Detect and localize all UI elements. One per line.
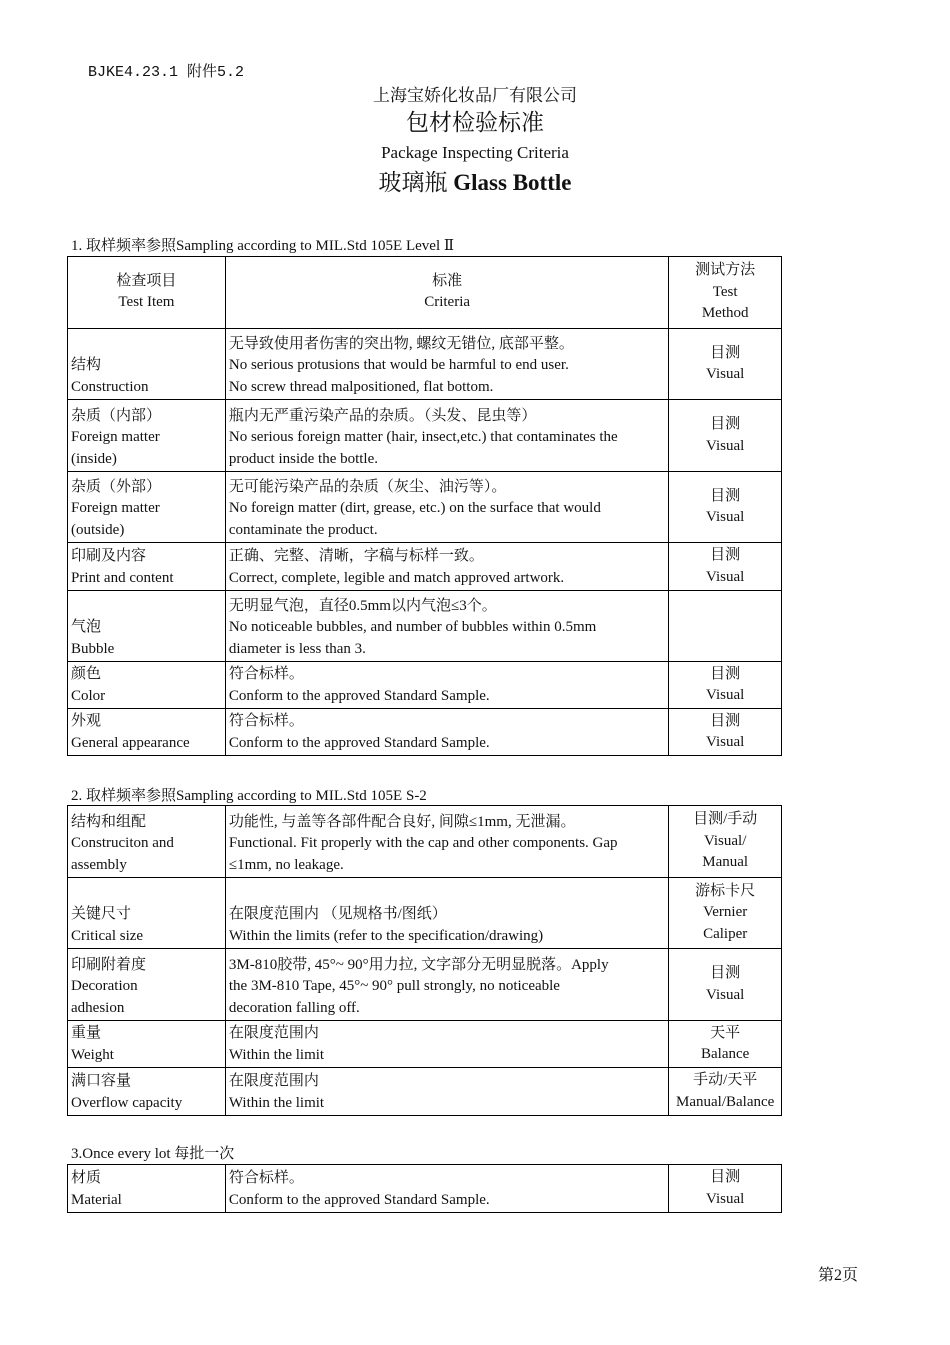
criteria-text: No serious foreign matter (hair, insect,etc.) that contaminates the bbox=[228, 429, 618, 445]
criteria-text: diameter is less than 3. bbox=[228, 640, 366, 657]
criteria-text: No serious protusions that would be harmful to end user. bbox=[228, 357, 569, 373]
header-test-item bbox=[68, 257, 226, 329]
item-label: Color bbox=[71, 687, 106, 704]
item-label: 结构和组配 bbox=[71, 813, 147, 830]
method-text: 目测 bbox=[710, 487, 741, 504]
header-label: Test bbox=[712, 283, 738, 300]
criteria-text: Conform to the approved Standard Sample. bbox=[228, 1191, 490, 1208]
item-label: 外观 bbox=[71, 713, 102, 729]
item-cell bbox=[68, 806, 226, 878]
page-title-cn: 包材检验标准 bbox=[406, 110, 544, 135]
header-label: 测试方法 bbox=[695, 262, 756, 279]
page-title-en: Package Inspecting Criteria bbox=[381, 143, 569, 162]
criteria-text: decoration falling off. bbox=[228, 999, 360, 1016]
criteria-text: No screw thread malpositioned, flat bottom. bbox=[228, 378, 494, 395]
item-label: (inside) bbox=[71, 450, 117, 467]
criteria-text: contaminate the product. bbox=[228, 521, 378, 538]
method-text: 目测 bbox=[710, 665, 741, 682]
item-label: 材质 bbox=[71, 1170, 102, 1186]
criteria-text: Within the limit bbox=[228, 1046, 325, 1063]
method-text: Visual bbox=[706, 437, 745, 454]
item-label: Foreign matter bbox=[71, 429, 160, 445]
criteria-cell bbox=[225, 949, 668, 1021]
criteria-cell bbox=[225, 472, 668, 543]
method-cell bbox=[669, 591, 782, 662]
criteria-text: 符合标样。 bbox=[228, 666, 304, 682]
method-cell bbox=[669, 949, 782, 1021]
company-name: 上海宝娇化妆品厂有限公司 bbox=[373, 86, 577, 105]
method-cell bbox=[669, 709, 782, 756]
method-text: Visual bbox=[706, 1190, 745, 1207]
criteria-cell bbox=[225, 878, 668, 949]
table-row bbox=[68, 806, 782, 878]
item-cell bbox=[68, 878, 226, 949]
header-criteria bbox=[225, 257, 668, 329]
item-label: Foreign matter bbox=[71, 500, 160, 516]
item-cell bbox=[68, 543, 226, 591]
criteria-cell bbox=[225, 709, 668, 756]
method-text: Visual bbox=[706, 687, 745, 703]
item-label: Material bbox=[71, 1191, 122, 1208]
item-label: 印刷附着度 bbox=[71, 956, 147, 973]
method-cell bbox=[669, 806, 782, 878]
item-label: 气泡 bbox=[71, 619, 102, 635]
item-cell bbox=[68, 949, 226, 1021]
criteria-text: 在限度范围内 （见规格书/图纸） bbox=[228, 906, 447, 922]
criteria-text: ≤1mm, no leakage. bbox=[228, 856, 344, 873]
criteria-text: the 3M-810 Tape, 45°~ 90° pull strongly, no noticeable bbox=[228, 978, 560, 994]
method-cell bbox=[669, 543, 782, 591]
item-cell bbox=[68, 1165, 226, 1213]
criteria-text: No noticeable bubbles, and number of bubbles within 0.5mm bbox=[228, 619, 597, 635]
criteria-cell bbox=[225, 329, 668, 400]
page-number: 第2页 bbox=[818, 1267, 859, 1284]
method-text: 手动/天平 bbox=[693, 1072, 758, 1088]
criteria-cell bbox=[225, 591, 668, 662]
method-text: Visual/ bbox=[703, 832, 747, 849]
item-label: 重量 bbox=[71, 1025, 102, 1041]
method-text: 目测 bbox=[710, 344, 741, 361]
item-cell bbox=[68, 472, 226, 543]
criteria-text: Within the limits (refer to the specification/drawing) bbox=[228, 927, 544, 944]
table-row bbox=[68, 591, 782, 662]
criteria-text: 正确、完整、清晰，字稿与标样一致。 bbox=[228, 548, 484, 564]
method-cell bbox=[669, 472, 782, 543]
table-row bbox=[68, 543, 782, 591]
item-cell bbox=[68, 1068, 226, 1116]
section3-title: 3.Once every lot 每批一次 bbox=[71, 1146, 235, 1162]
method-text: 目测 bbox=[710, 416, 741, 432]
method-text: Vernier bbox=[703, 904, 748, 921]
item-cell bbox=[68, 329, 226, 400]
table-row bbox=[68, 400, 782, 472]
method-text: Visual bbox=[706, 366, 745, 382]
item-cell bbox=[68, 1021, 226, 1068]
method-cell bbox=[669, 400, 782, 472]
method-text: Caliper bbox=[703, 925, 748, 942]
method-cell bbox=[669, 1068, 782, 1116]
table-header-row bbox=[68, 257, 782, 329]
table-row bbox=[68, 878, 782, 949]
method-text: Visual bbox=[706, 986, 745, 1003]
item-cell bbox=[68, 591, 226, 662]
item-label: 满口容量 bbox=[71, 1073, 132, 1089]
method-text: 游标卡尺 bbox=[695, 882, 756, 899]
criteria-cell bbox=[225, 1068, 668, 1116]
item-label: Bubble bbox=[71, 640, 115, 657]
criteria-cell bbox=[225, 806, 668, 878]
criteria-cell bbox=[225, 1021, 668, 1068]
item-label: Overflow capacity bbox=[71, 1094, 183, 1111]
header-test-method bbox=[669, 257, 782, 329]
criteria-cell bbox=[225, 662, 668, 709]
item-label: (outside) bbox=[71, 521, 125, 538]
criteria-text: Functional. Fit properly with the cap and other components. Gap bbox=[228, 835, 618, 851]
criteria-text: 符合标样。 bbox=[228, 1170, 304, 1186]
section2-table bbox=[67, 805, 782, 1116]
method-text: 目测 bbox=[710, 712, 741, 729]
section1-table bbox=[67, 256, 782, 756]
criteria-cell bbox=[225, 543, 668, 591]
header-label: Criteria bbox=[424, 294, 471, 310]
item-label: Weight bbox=[71, 1046, 114, 1063]
method-cell bbox=[669, 1165, 782, 1213]
item-title-cn: 玻璃瓶 bbox=[378, 170, 454, 195]
item-cell bbox=[68, 662, 226, 709]
item-cell bbox=[68, 400, 226, 472]
criteria-text: 功能性, 与盖等各部件配合良好, 间隙≤1mm, 无泄漏。 bbox=[228, 813, 576, 830]
method-text: Manual bbox=[702, 854, 749, 871]
header-label: 标准 bbox=[432, 272, 463, 289]
table-row bbox=[68, 1021, 782, 1068]
method-cell bbox=[669, 329, 782, 400]
criteria-text: Correct, complete, legible and match approved artwork. bbox=[228, 569, 565, 586]
criteria-cell bbox=[225, 400, 668, 472]
table-row bbox=[68, 1165, 782, 1213]
criteria-text: 3M-810胶带, 45°~ 90°用力拉, 文字部分无明显脱落。Apply bbox=[228, 956, 609, 973]
method-text: 天平 bbox=[710, 1024, 741, 1041]
criteria-text: No foreign matter (dirt, grease, etc.) on the surface that would bbox=[228, 500, 601, 516]
item-label: 结构 bbox=[71, 357, 102, 373]
table-row bbox=[68, 949, 782, 1021]
method-cell bbox=[669, 878, 782, 949]
item-label: adhesion bbox=[71, 999, 125, 1016]
item-label: 颜色 bbox=[71, 666, 102, 682]
item-label: 关键尺寸 bbox=[71, 906, 132, 922]
criteria-text: 瓶内无严重污染产品的杂质。（头发、昆虫等） bbox=[228, 407, 537, 424]
item-label: General appearance bbox=[71, 734, 190, 751]
method-text: Visual bbox=[706, 509, 745, 525]
item-title bbox=[0, 164, 950, 197]
method-cell bbox=[669, 1021, 782, 1068]
item-label: Construciton and bbox=[71, 835, 174, 851]
item-label: assembly bbox=[71, 856, 127, 873]
item-label: Critical size bbox=[71, 927, 144, 944]
criteria-text: product inside the bottle. bbox=[228, 450, 379, 467]
criteria-text: 符合标样。 bbox=[228, 713, 304, 729]
item-title-en: Glass Bottle bbox=[453, 170, 572, 195]
criteria-text: Conform to the approved Standard Sample. bbox=[228, 734, 490, 751]
method-text: 目测/手动 bbox=[693, 811, 758, 828]
criteria-cell bbox=[225, 1165, 668, 1213]
section1-title: 1. 取样频率参照Sampling according to MIL.Std 105E Level Ⅱ bbox=[71, 238, 455, 254]
table-row bbox=[68, 1068, 782, 1116]
method-text: 目测 bbox=[710, 965, 741, 981]
criteria-text: 在限度范围内 bbox=[228, 1073, 319, 1089]
method-text: 目测 bbox=[710, 1169, 741, 1185]
method-text: Visual bbox=[706, 734, 745, 750]
criteria-text: Within the limit bbox=[228, 1094, 325, 1111]
item-label: Print and content bbox=[71, 569, 174, 586]
method-cell bbox=[669, 662, 782, 709]
criteria-text: 无可能污染产品的杂质（灰尘、油污等）。 bbox=[228, 478, 507, 495]
section2-title: 2. 取样频率参照Sampling according to MIL.Std 105E S-2 bbox=[71, 788, 427, 804]
section3-table bbox=[67, 1164, 782, 1213]
criteria-text: 在限度范围内 bbox=[228, 1025, 319, 1041]
table-row bbox=[68, 329, 782, 400]
item-label: 杂质（内部） bbox=[71, 407, 162, 424]
method-text: Visual bbox=[706, 568, 745, 585]
item-cell bbox=[68, 709, 226, 756]
item-label: Construction bbox=[71, 378, 149, 395]
method-text: Balance bbox=[701, 1046, 750, 1062]
method-text: Manual/Balance bbox=[676, 1093, 775, 1110]
item-label: Decoration bbox=[71, 978, 138, 994]
document-code: BJKE4.23.1 附件5.2 bbox=[88, 64, 245, 81]
header-label: 检查项目 bbox=[116, 272, 177, 289]
criteria-text: Conform to the approved Standard Sample. bbox=[228, 687, 490, 704]
criteria-text: 无导致使用者伤害的突出物, 螺纹无错位, 底部平整。 bbox=[228, 335, 574, 352]
table-row bbox=[68, 472, 782, 543]
item-label: 印刷及内容 bbox=[71, 548, 147, 564]
table-row bbox=[68, 709, 782, 756]
criteria-text: 无明显气泡，直径0.5mm以内气泡≤3个。 bbox=[228, 597, 497, 614]
table-row bbox=[68, 662, 782, 709]
header-label: Test Item bbox=[118, 294, 175, 310]
method-text: 目测 bbox=[710, 547, 741, 563]
item-label: 杂质（外部） bbox=[71, 478, 162, 495]
header-label: Method bbox=[701, 305, 749, 322]
